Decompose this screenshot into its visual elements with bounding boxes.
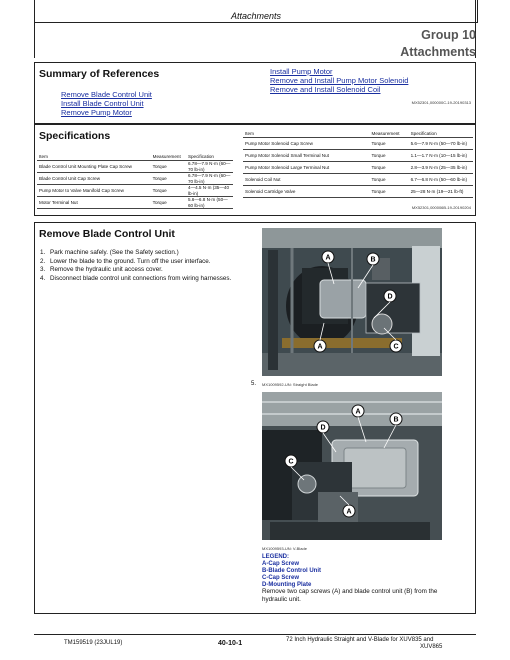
spec-measurement: Torque bbox=[151, 161, 186, 173]
footer-description-line2: XUV865 bbox=[420, 644, 443, 650]
step-text: Park machine safely. (See the Safety section.) bbox=[50, 249, 179, 256]
col-specification: Specification bbox=[186, 152, 233, 161]
table-row bbox=[243, 150, 473, 162]
spec-measurement: Torque bbox=[370, 150, 409, 162]
callout-d bbox=[384, 290, 396, 302]
specifications-box bbox=[34, 124, 476, 216]
spec-table-left bbox=[37, 152, 233, 209]
link-solenoid-coil[interactable]: Remove and Install Solenoid Coil bbox=[270, 85, 381, 94]
spec-table-header bbox=[37, 152, 233, 161]
col-measurement: Measurement bbox=[370, 129, 409, 138]
col-specification: Specification bbox=[409, 129, 473, 138]
figure-straight-blade-caption: MX1009592-UN: Straight Blade bbox=[262, 382, 319, 387]
spec-value: 5.6—6.8 N·m (50—60 lb-in) bbox=[186, 197, 233, 209]
link-remove-blade-control-unit[interactable]: Remove Blade Control Unit bbox=[61, 90, 152, 99]
spec-value: 6.7—6.8 N·m (50—60 lb-in) bbox=[409, 174, 473, 186]
figure-v-blade-caption: MX1009593-UN: V-Blade bbox=[262, 546, 307, 551]
footer-description-line1: 72 Inch Hydraulic Straight and V-Blade for XUV835 and bbox=[286, 637, 434, 643]
spec-item: Pump Motor to Valve Manifold Cap Screw bbox=[37, 185, 151, 197]
summary-ref-code: MX52301,000000C-19-20190313 bbox=[411, 100, 471, 105]
svg-text:B: B bbox=[370, 256, 376, 264]
table-row bbox=[37, 161, 233, 173]
svg-text:A: A bbox=[346, 508, 352, 516]
spec-item: Pump Motor Solenoid Large Terminal Nut bbox=[243, 162, 370, 174]
svg-text:C: C bbox=[288, 458, 294, 466]
specifications-title: Specifications bbox=[39, 130, 111, 142]
col-measurement: Measurement bbox=[151, 152, 186, 161]
spec-value: 25—28 N·m (19—21 lb-ft) bbox=[409, 186, 473, 198]
specifications-ref-code: MX52301,000006B-19-20190204 bbox=[411, 205, 471, 210]
svg-text:D: D bbox=[387, 293, 393, 301]
list-item bbox=[40, 249, 240, 257]
step-text: Disconnect blade control unit connections from wiring harnesses. bbox=[50, 274, 232, 282]
footer-rule bbox=[34, 634, 476, 635]
callout-d bbox=[317, 421, 329, 433]
spec-measurement: Torque bbox=[370, 138, 409, 150]
footer-page-number: 40-10-1 bbox=[218, 640, 243, 647]
table-row bbox=[243, 138, 473, 150]
legend-item: D-Mounting Plate bbox=[262, 582, 312, 588]
col-item: Item bbox=[37, 152, 151, 161]
col-item: Item bbox=[243, 129, 370, 138]
callout-c bbox=[390, 340, 402, 352]
group-name: Attachments bbox=[400, 45, 476, 59]
callout-b bbox=[390, 413, 402, 425]
step-text: Lower the blade to the ground. Turn off the user interface. bbox=[50, 257, 211, 265]
table-row bbox=[243, 186, 473, 198]
svg-text:B: B bbox=[393, 416, 399, 424]
spec-item: Pump Motor Solenoid Small Terminal Nut bbox=[243, 150, 370, 162]
link-pump-motor-solenoid[interactable]: Remove and Install Pump Motor Solenoid bbox=[270, 76, 409, 85]
spec-item: Motor Terminal Nut bbox=[37, 197, 151, 209]
spec-value: 5.6—7.9 N·m (50—70 lb-in) bbox=[409, 138, 473, 150]
header-title: Attachments bbox=[230, 11, 282, 21]
list-item bbox=[40, 275, 240, 283]
figure-straight-blade-photo bbox=[262, 228, 442, 376]
procedure-title: Remove Blade Control Unit bbox=[39, 228, 175, 240]
spec-value: 6.78—7.9 N·m (60—70 lb-in) bbox=[186, 161, 233, 173]
legend-heading: LEGEND: bbox=[262, 554, 289, 560]
group-number: Group 10 bbox=[421, 28, 476, 42]
summary-box bbox=[34, 62, 476, 124]
step-number: 2. bbox=[40, 257, 46, 265]
svg-text:A: A bbox=[317, 343, 323, 351]
table-row bbox=[37, 185, 233, 197]
callout-a-top bbox=[352, 405, 364, 417]
svg-text:C: C bbox=[393, 343, 399, 351]
spec-value: 6.78—7.9 N·m (60—70 lb-in) bbox=[186, 173, 233, 185]
step-number: 1. bbox=[40, 249, 46, 256]
table-row bbox=[37, 197, 233, 209]
svg-text:D: D bbox=[320, 424, 326, 432]
legend-item: A-Cap Screw bbox=[262, 561, 300, 567]
step-number: 3. bbox=[40, 266, 46, 274]
spec-value: 2.8—3.9 N·m (25—35 lb-in) bbox=[409, 162, 473, 174]
spec-table-header bbox=[243, 129, 473, 138]
svg-text:A: A bbox=[355, 408, 361, 416]
legend-item: B-Blade Control Unit bbox=[262, 568, 321, 574]
spec-measurement: Torque bbox=[151, 197, 186, 209]
list-item bbox=[40, 258, 240, 266]
figure-step-number: 5. bbox=[251, 381, 257, 387]
svg-text:A: A bbox=[325, 254, 331, 262]
spec-measurement: Torque bbox=[151, 173, 186, 185]
table-row bbox=[243, 174, 473, 186]
link-install-blade-control-unit[interactable]: Install Blade Control Unit bbox=[61, 99, 144, 108]
footer-doc-number: TM159519 (23JUL19) bbox=[64, 640, 123, 646]
spec-measurement: Torque bbox=[370, 186, 409, 198]
spec-item: Blade Control Unit Cap Screw bbox=[37, 173, 151, 185]
step-number: 4. bbox=[40, 274, 46, 282]
page-header bbox=[34, 0, 478, 23]
spec-value: 1.1—1.7 N·m (10—15 lb-in) bbox=[409, 150, 473, 162]
spec-item: Pump Motor Solenoid Cap Screw bbox=[243, 138, 370, 150]
spec-table-right bbox=[243, 129, 473, 198]
table-row bbox=[243, 162, 473, 174]
spec-value: 4—4.5 N·m (35—40 lb-in) bbox=[186, 185, 233, 197]
spec-item: Blade Control Unit Mounting Plate Cap Screw bbox=[37, 161, 151, 173]
callout-a-top bbox=[322, 251, 334, 263]
legend-item: C-Cap Screw bbox=[262, 575, 300, 581]
legend bbox=[262, 554, 321, 589]
step-text: Remove the hydraulic unit access cover. bbox=[50, 266, 163, 274]
spec-measurement: Torque bbox=[370, 174, 409, 186]
link-remove-pump-motor[interactable]: Remove Pump Motor bbox=[61, 108, 132, 117]
footer-description bbox=[286, 637, 442, 651]
link-install-pump-motor[interactable]: Install Pump Motor bbox=[270, 67, 333, 76]
spec-measurement: Torque bbox=[370, 162, 409, 174]
procedure-steps bbox=[40, 249, 240, 283]
callout-a-bottom bbox=[343, 505, 355, 517]
spec-item: Solenoid Cartridge Valve bbox=[243, 186, 370, 198]
spec-measurement: Torque bbox=[151, 185, 186, 197]
callout-a-bottom bbox=[314, 340, 326, 352]
procedure-note: Remove two cap screws (A) and blade control unit (B) from the hydraulic unit. bbox=[262, 588, 438, 603]
list-item bbox=[40, 266, 240, 274]
spec-item: Solenoid Coil Nut bbox=[243, 174, 370, 186]
callout-c bbox=[285, 455, 297, 467]
callout-b bbox=[367, 253, 379, 265]
summary-title: Summary of References bbox=[39, 68, 160, 80]
table-row bbox=[37, 173, 233, 185]
group-heading bbox=[400, 27, 476, 61]
figure-v-blade-photo bbox=[262, 392, 442, 540]
